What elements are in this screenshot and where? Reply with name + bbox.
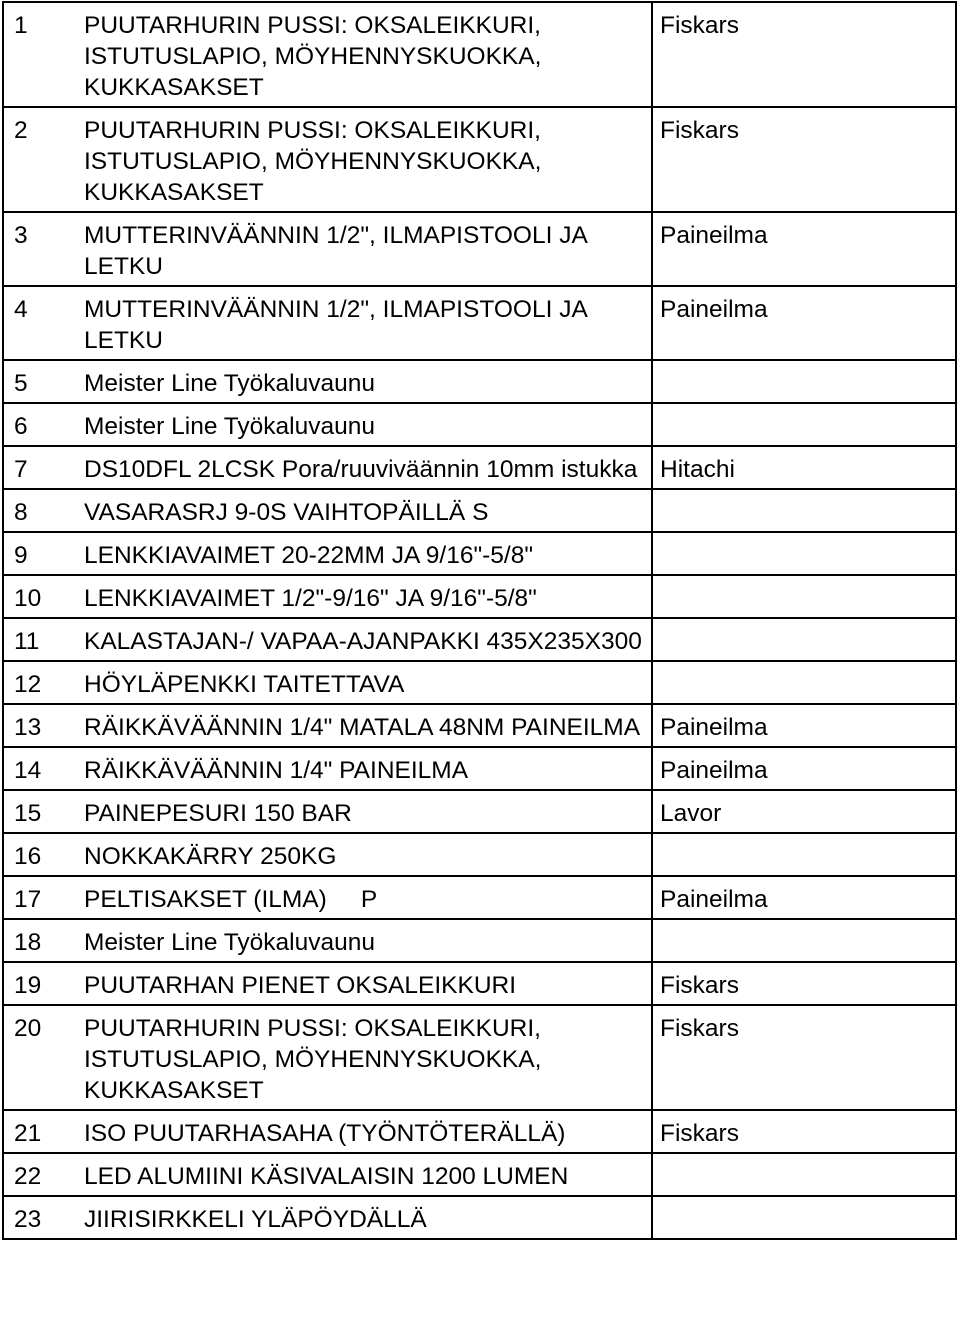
item-brand: [652, 661, 956, 704]
table-row: [3, 2, 956, 107]
row-number: 10: [3, 575, 82, 618]
item-name: Meister Line Työkaluvaunu: [82, 403, 652, 446]
item-name: PUUTARHURIN PUSSI: OKSALEIKKURI, ISTUTUSLAPIO, MÖYHENNYSKUOKKA, KUKKASAKSET: [82, 107, 652, 212]
item-brand: [652, 919, 956, 962]
item-name: Meister Line Työkaluvaunu: [82, 919, 652, 962]
row-number: 18: [3, 919, 82, 962]
item-name: RÄIKKÄVÄÄNNIN 1/4" PAINEILMA: [82, 747, 652, 790]
row-number: 9: [3, 532, 82, 575]
item-name: LENKKIAVAIMET 20-22MM JA 9/16"-5/8": [82, 532, 652, 575]
row-number: 3: [3, 212, 82, 286]
item-name: LENKKIAVAIMET 1/2"-9/16" JA 9/16"-5/8": [82, 575, 652, 618]
table-row: [3, 1110, 956, 1153]
row-number: 7: [3, 446, 82, 489]
table-row: [3, 833, 956, 876]
row-number: 12: [3, 661, 82, 704]
row-number: 22: [3, 1153, 82, 1196]
row-number: 21: [3, 1110, 82, 1153]
row-number: 16: [3, 833, 82, 876]
items-table-body: [3, 2, 956, 1239]
table-row: [3, 286, 956, 360]
table-row: [3, 1005, 956, 1110]
table-row: [3, 876, 956, 919]
item-brand: [652, 618, 956, 661]
table-row: [3, 919, 956, 962]
item-name: MUTTERINVÄÄNNIN 1/2", ILMAPISTOOLI JA LETKU: [82, 212, 652, 286]
row-number: 15: [3, 790, 82, 833]
row-number: 20: [3, 1005, 82, 1110]
item-brand: [652, 489, 956, 532]
row-number: 17: [3, 876, 82, 919]
row-number: 2: [3, 107, 82, 212]
table-row: [3, 107, 956, 212]
item-brand: Fiskars: [652, 107, 956, 212]
item-brand: Lavor: [652, 790, 956, 833]
item-name: DS10DFL 2LCSK Pora/ruuviväännin 10mm istukka: [82, 446, 652, 489]
table-row: [3, 532, 956, 575]
item-brand: Fiskars: [652, 962, 956, 1005]
table-row: [3, 661, 956, 704]
item-brand: Paineilma: [652, 286, 956, 360]
item-name: RÄIKKÄVÄÄNNIN 1/4" MATALA 48NM PAINEILMA: [82, 704, 652, 747]
item-brand: [652, 360, 956, 403]
table-row: [3, 446, 956, 489]
row-number: 1: [3, 2, 82, 107]
row-number: 5: [3, 360, 82, 403]
table-row: [3, 403, 956, 446]
table-row: [3, 704, 956, 747]
table-row: [3, 360, 956, 403]
row-number: 11: [3, 618, 82, 661]
table-row: [3, 575, 956, 618]
item-name: PAINEPESURI 150 BAR: [82, 790, 652, 833]
item-brand: [652, 833, 956, 876]
table-row: [3, 790, 956, 833]
row-number: 4: [3, 286, 82, 360]
item-brand: Fiskars: [652, 1110, 956, 1153]
item-brand: [652, 1196, 956, 1239]
item-name: KALASTAJAN-/ VAPAA-AJANPAKKI 435X235X300: [82, 618, 652, 661]
table-row: [3, 1196, 956, 1239]
item-name: PELTISAKSET (ILMA) P: [82, 876, 652, 919]
item-name: NOKKAKÄRRY 250KG: [82, 833, 652, 876]
item-name: VASARASRJ 9-0S VAIHTOPÄILLÄ S: [82, 489, 652, 532]
item-name: Meister Line Työkaluvaunu: [82, 360, 652, 403]
table-row: [3, 489, 956, 532]
table-row: [3, 618, 956, 661]
table-row: [3, 747, 956, 790]
item-name: ISO PUUTARHASAHA (TYÖNTÖTERÄLLÄ): [82, 1110, 652, 1153]
table-row: [3, 962, 956, 1005]
row-number: 23: [3, 1196, 82, 1239]
table-row: [3, 1153, 956, 1196]
row-number: 19: [3, 962, 82, 1005]
row-number: 8: [3, 489, 82, 532]
item-brand: Paineilma: [652, 876, 956, 919]
item-brand: Paineilma: [652, 747, 956, 790]
item-brand: Fiskars: [652, 1005, 956, 1110]
item-brand: [652, 1153, 956, 1196]
row-number: 6: [3, 403, 82, 446]
item-name: PUUTARHURIN PUSSI: OKSALEIKKURI, ISTUTUSLAPIO, MÖYHENNYSKUOKKA, KUKKASAKSET: [82, 2, 652, 107]
row-number: 13: [3, 704, 82, 747]
item-name: PUUTARHURIN PUSSI: OKSALEIKKURI, ISTUTUSLAPIO, MÖYHENNYSKUOKKA, KUKKASAKSET: [82, 1005, 652, 1110]
row-number: 14: [3, 747, 82, 790]
item-brand: Paineilma: [652, 704, 956, 747]
item-brand: Fiskars: [652, 2, 956, 107]
item-brand: [652, 532, 956, 575]
item-name: MUTTERINVÄÄNNIN 1/2", ILMAPISTOOLI JA LETKU: [82, 286, 652, 360]
item-brand: [652, 403, 956, 446]
item-name: JIIRISIRKKELI YLÄPÖYDÄLLÄ: [82, 1196, 652, 1239]
item-brand: Paineilma: [652, 212, 956, 286]
items-table: [2, 1, 957, 1240]
item-name: LED ALUMIINI KÄSIVALAISIN 1200 LUMEN: [82, 1153, 652, 1196]
table-row: [3, 212, 956, 286]
item-brand: Hitachi: [652, 446, 956, 489]
item-brand: [652, 575, 956, 618]
item-name: PUUTARHAN PIENET OKSALEIKKURI: [82, 962, 652, 1005]
item-name: HÖYLÄPENKKI TAITETTAVA: [82, 661, 652, 704]
